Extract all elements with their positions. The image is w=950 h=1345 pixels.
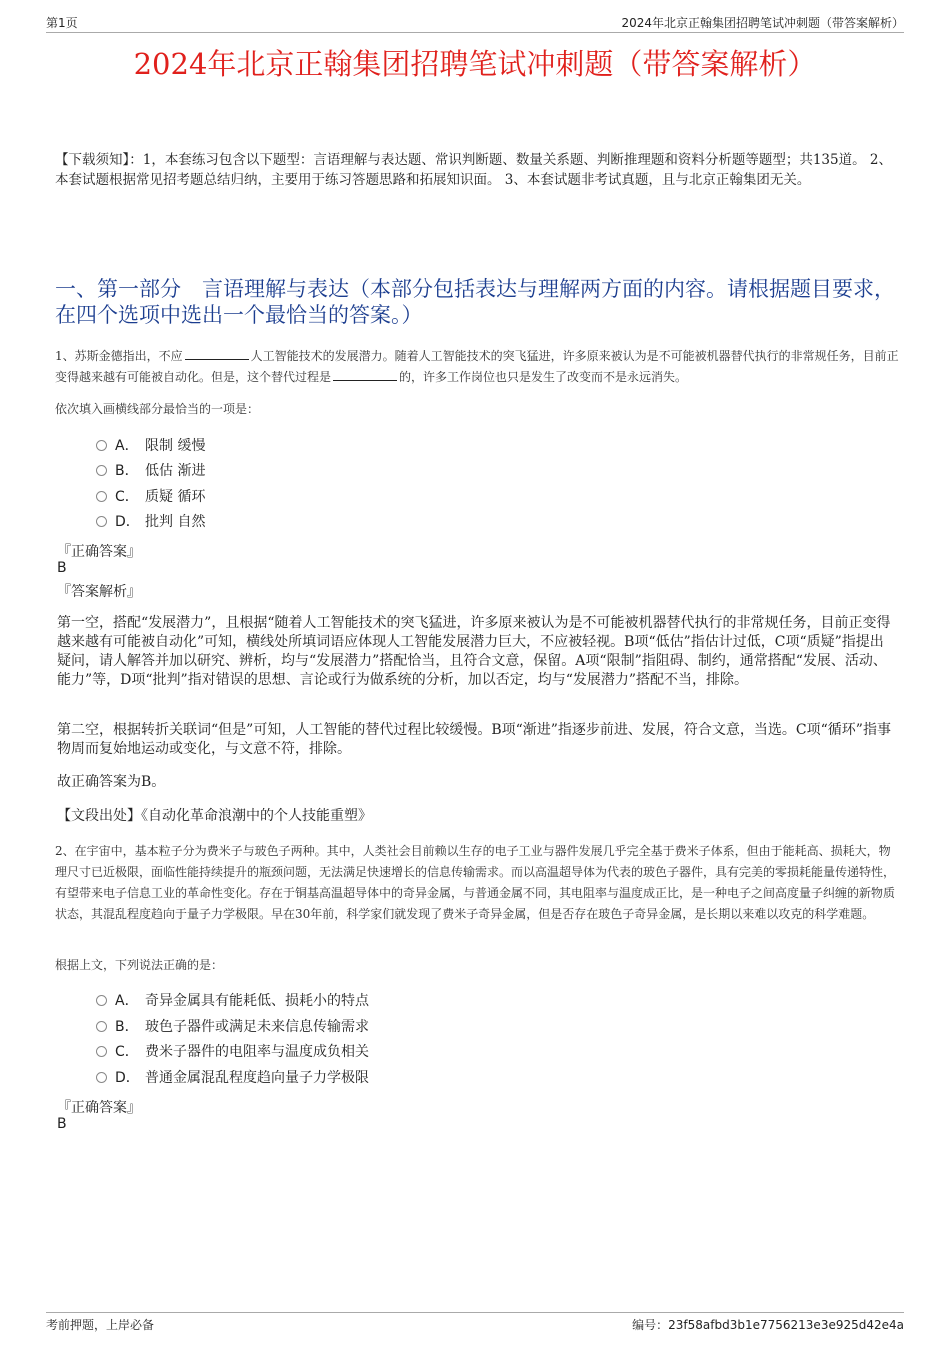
option-text: 限制 缓慢 (145, 438, 206, 454)
radio-icon[interactable] (96, 1046, 107, 1057)
radio-icon[interactable] (96, 465, 107, 476)
q1-analysis-label: 『答案解析』 (57, 584, 141, 600)
q2-option-c[interactable] (96, 1042, 369, 1062)
document-title: 2024年北京正翰集团招聘笔试冲刺题（带答案解析） (133, 47, 817, 81)
option-text: 普通金属混乱程度趋向量子力学极限 (145, 1070, 369, 1086)
q1-answer: B (57, 560, 67, 576)
option-letter: B． (115, 463, 139, 479)
header-doc-title: 2024年北京正翰集团招聘笔试冲刺题（带答案解析） (621, 16, 904, 30)
q1-option-b[interactable] (96, 461, 205, 481)
option-letter: C． (115, 1044, 139, 1060)
q2-option-d[interactable] (96, 1068, 369, 1088)
q1-prompt: 依次填入画横线部分最恰当的一项是： (55, 402, 260, 416)
option-letter: D． (115, 514, 140, 530)
option-letter: C． (115, 489, 139, 505)
radio-icon[interactable] (96, 995, 107, 1006)
question-2-text: 2、在宇宙中，基本粒子分为费米子与玻色子两种。其中，人类社会目前赖以生存的电子工业与器件发展几乎完全基于费米子体系，但由于能耗高、损耗大，物理尺寸已近极限，面临性能持续提升的瓶颈问题，无法满足快速增长的信息传输需求。而以高温超导体为代表的玻色子器件，具有完美的零损耗能量传递特性，有望带来电子信息工业的革命性变化。存在于铜基高温超导体中的奇异金属，与普通金属不同，其电阻率与温度成正比，是一种电子之间高度量子纠缠的新物质状态，其混乱程度趋向于量子力学极限。早在30年前，科学家们就发现了费米子奇异金属，但是否存在玻色子奇异金属，是长期以来难以攻克的科学难题。 (55, 844, 896, 921)
radio-icon[interactable] (96, 1021, 107, 1032)
q2-answer-label: 『正确答案』 (57, 1100, 141, 1116)
q1-analysis-para: 第一空，搭配“发展潜力”，且根据“随着人工智能技术的突飞猛进，许多原来被认为是不可能被机器替代执行的非常规任务，目前正变得越来越有可能被自动化”可知，横线处所填词语应体现人工智能发展潜力巨大，不应被轻视。B项“低估”指估计过低，C项“质疑”指提出疑问，请人解答并加以研究、辨析，均与“发展潜力”搭配恰当，且符合文意，保留。A项“限制”指阻碍、制约，通常搭配“发展、活动、能力”等，D项“批判”指对错误的思想、言论或行为做系统的分析，加以否定，均与“发展潜力”搭配不当，排除。 (57, 615, 891, 688)
page-header (46, 14, 904, 33)
footer-slogan: 考前押题，上岸必备 (46, 1318, 155, 1332)
option-text: 玻色子器件或满足未来信息传输需求 (145, 1019, 369, 1035)
option-letter: A． (115, 993, 139, 1009)
q2-option-a[interactable] (96, 991, 369, 1011)
q1-option-d[interactable] (96, 512, 205, 532)
option-text: 奇异金属具有能耗低、损耗小的特点 (145, 993, 369, 1009)
page-footer (46, 1312, 904, 1333)
q1-analysis-para: 第二空，根据转折关联词“但是”可知，人工智能的替代过程比较缓慢。B项“渐进”指逐步前进、发展，符合文意，当选。C项“循环”指事物周而复始地运动或变化，与文意不符，排除。 (57, 722, 891, 757)
option-letter: D． (115, 1070, 140, 1086)
q1-source: 【文段出处】《自动化革命浪潮中的个人技能重塑》 (57, 808, 372, 824)
option-letter: B． (115, 1019, 139, 1035)
fill-blank (333, 368, 397, 381)
option-letter: A． (115, 438, 139, 454)
q2-option-b[interactable] (96, 1017, 369, 1037)
q1-text-part: 人工智能技术的发展潜力。随着人工智能技术的突飞猛进，许多原来被认为是不可能被机器替代执行的非常规任务，目前正变得越来越有可能被自动化。但是，这个替代过程是 (55, 349, 899, 384)
q2-prompt: 根据上文，下列说法正确的是： (55, 958, 224, 972)
radio-icon[interactable] (96, 516, 107, 527)
q2-answer: B (57, 1116, 67, 1132)
q1-text-part: 的，许多工作岗位也只是发生了改变而不是永远消失。 (399, 370, 688, 384)
radio-icon[interactable] (96, 491, 107, 502)
q1-option-c[interactable] (96, 487, 205, 507)
q1-text-part: 1、苏斯金德指出，不应 (55, 349, 183, 363)
fill-blank (185, 347, 249, 360)
radio-icon[interactable] (96, 440, 107, 451)
question-1-text (55, 346, 900, 388)
page-number: 第1页 (46, 16, 78, 30)
document-code (632, 1316, 904, 1333)
section-heading: 一、第一部分 言语理解与表达（本部分包括表达与理解两方面的内容。请根据题目要求，在四个选项中选出一个最恰当的答案。） (55, 277, 895, 327)
code-value: 23f58afbd3b1e7756213e3e925d42e4a (668, 1318, 904, 1332)
option-text: 低估 渐进 (145, 463, 206, 479)
option-text: 费米子器件的电阻率与温度成负相关 (145, 1044, 369, 1060)
radio-icon[interactable] (96, 1072, 107, 1083)
option-text: 质疑 循环 (145, 489, 206, 505)
download-notice: 【下载须知】：1，本套练习包含以下题型：言语理解与表达题、常识判断题、数量关系题、判断推理题和资料分析题等题型；共135道。 2、本套试题根据常见招考题总结归纳，主要用于练习答题思路和拓展知识面。 3、本套试题非考试真题，且与北京正翰集团无关。 (55, 152, 892, 188)
q1-option-a[interactable] (96, 436, 205, 456)
q1-analysis-para: 故正确答案为B。 (57, 774, 166, 790)
q1-answer-label: 『正确答案』 (57, 544, 141, 560)
code-label: 编号： (632, 1318, 669, 1332)
option-text: 批判 自然 (145, 514, 206, 530)
